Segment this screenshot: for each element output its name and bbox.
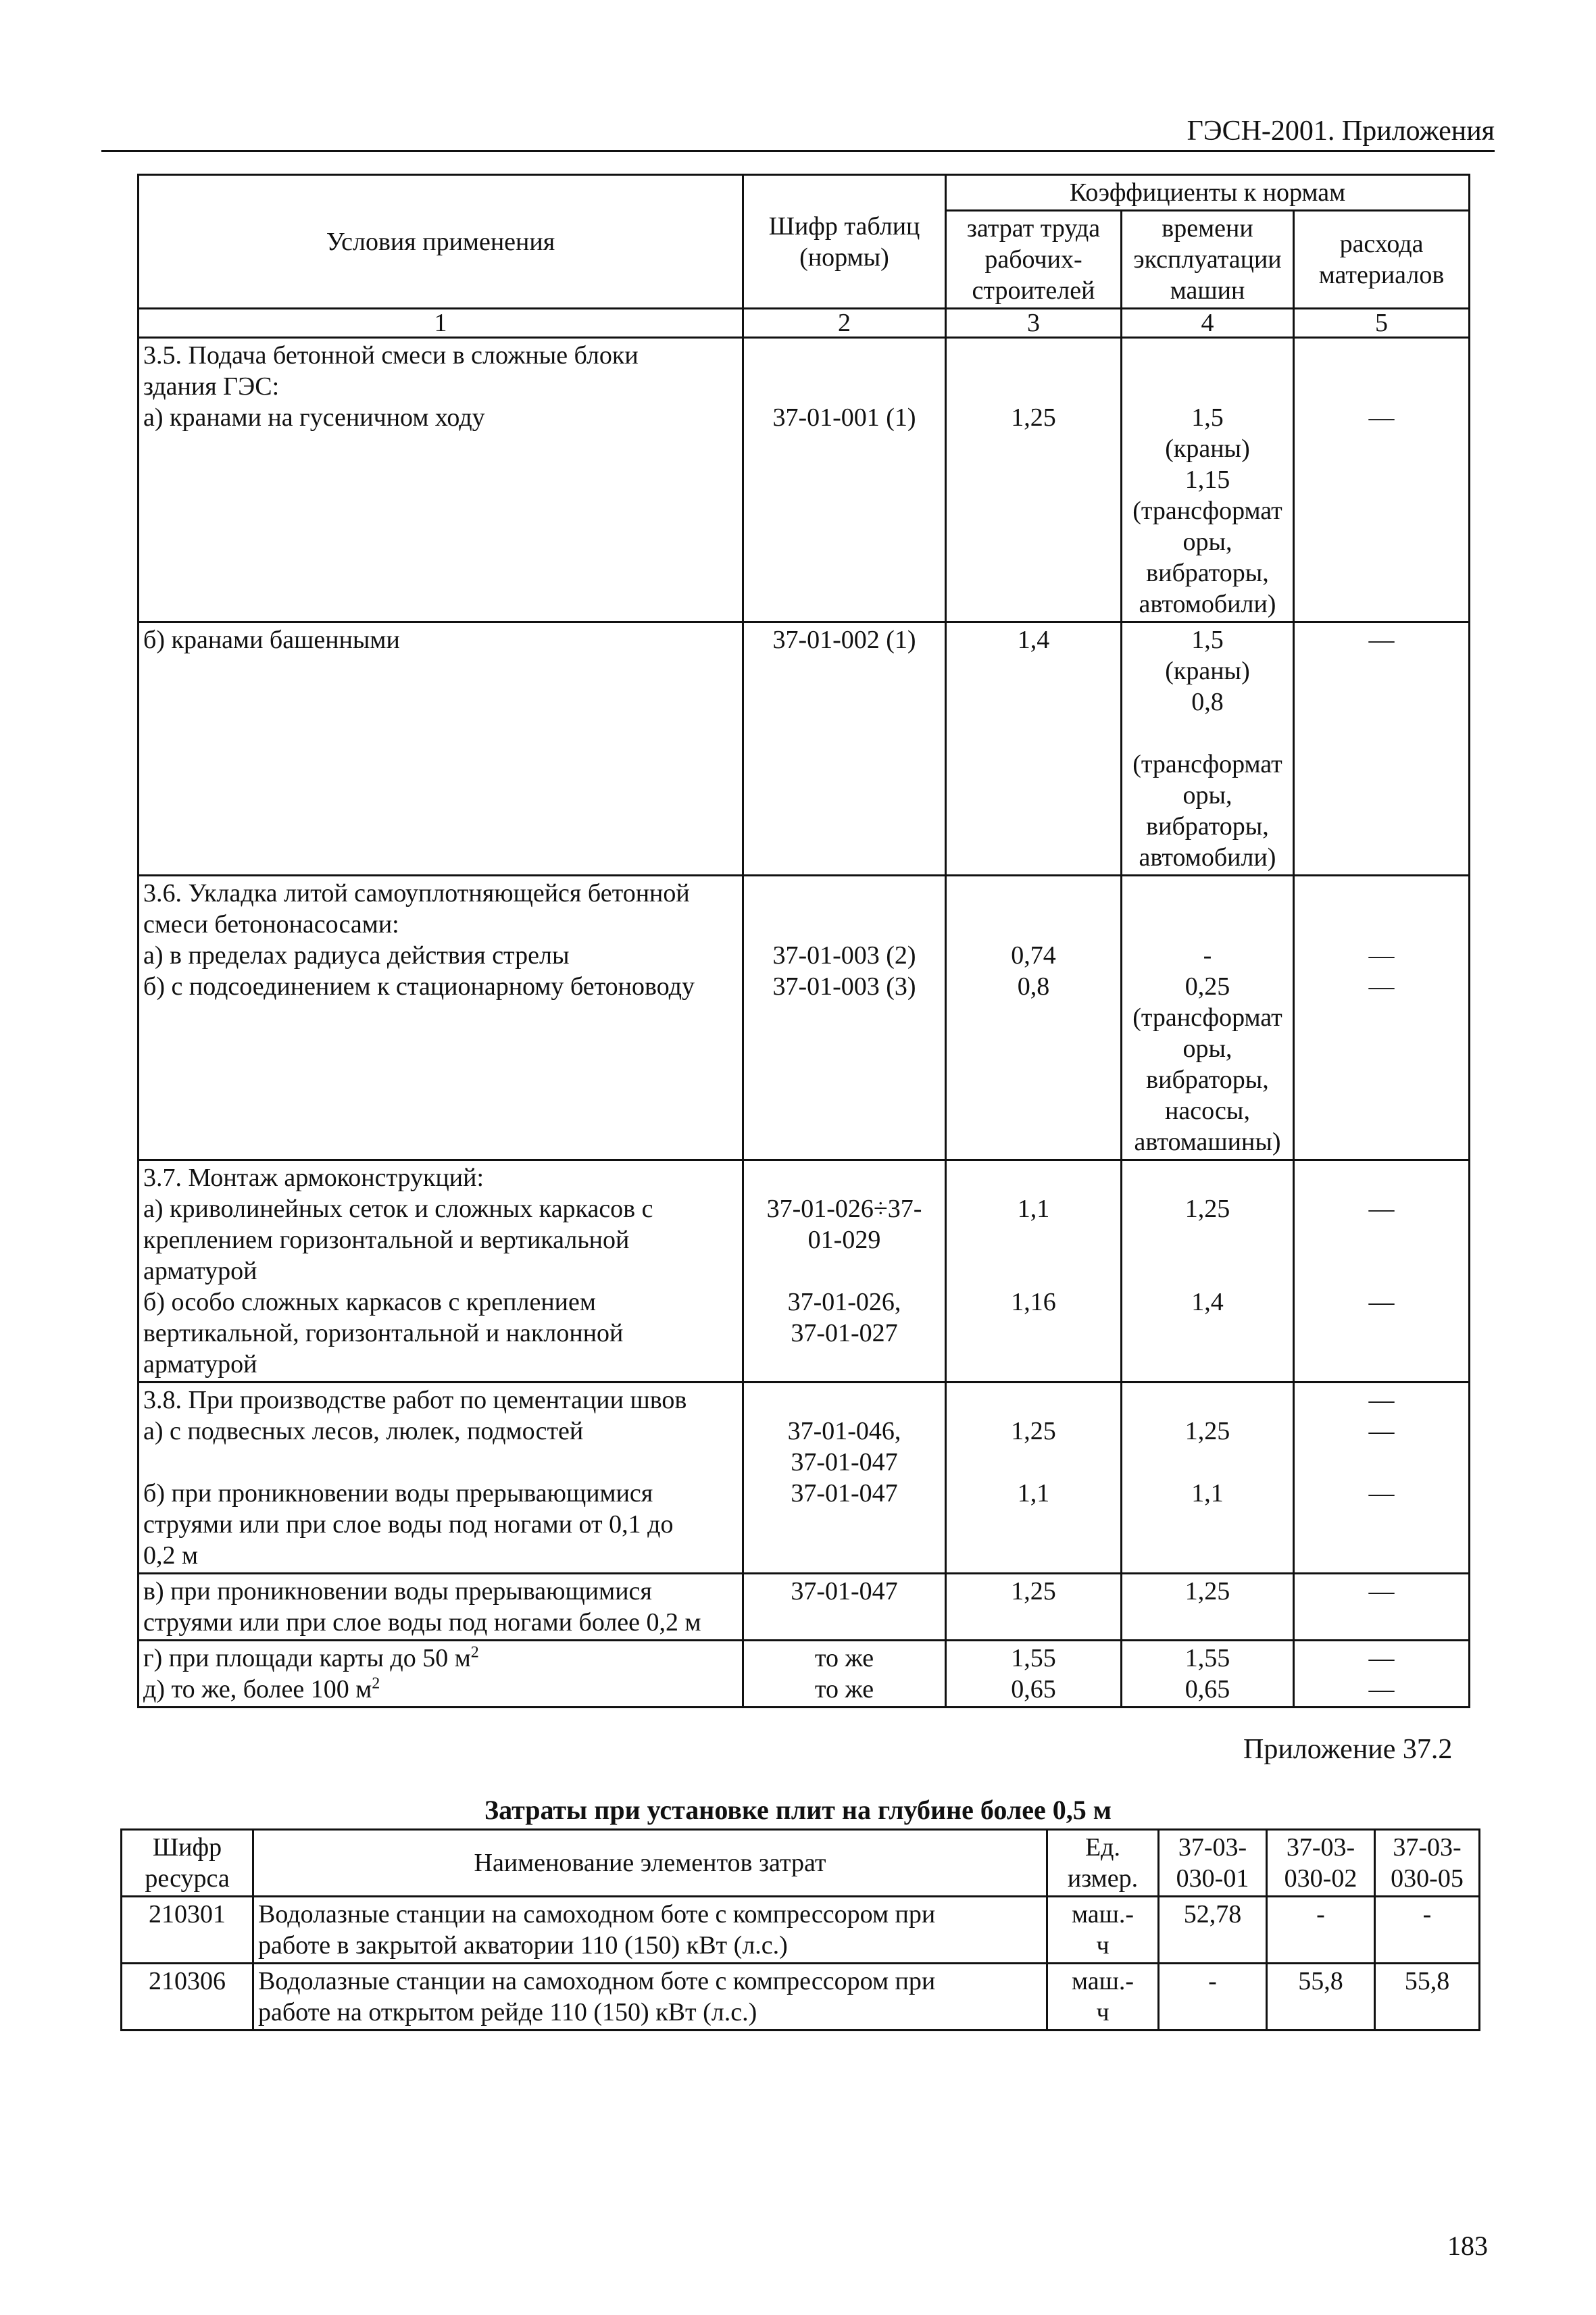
- labor-cell: 1,25 1,1: [946, 1383, 1122, 1574]
- table-row: [139, 622, 1470, 876]
- code-cell: то же то же: [743, 1641, 946, 1708]
- header-rule: [101, 150, 1495, 152]
- labor-cell: 1,4: [946, 622, 1122, 876]
- code-cell: 37-01-003 (2) 37-01-003 (3): [743, 876, 946, 1160]
- labor-cell: 1,1 1,16: [946, 1160, 1122, 1383]
- code-cell: 37-01-026÷37- 01-029 37-01-026, 37-01-027: [743, 1160, 946, 1383]
- value-cell: -: [1375, 1897, 1480, 1964]
- page-number: 183: [1447, 2231, 1488, 2261]
- materials-cell: — —: [1294, 1160, 1470, 1383]
- machines-cell: 1,5 (краны) 0,8 (трансформат оры, вибраторы, автомобили): [1122, 622, 1294, 876]
- column-number: 5: [1294, 309, 1470, 338]
- materials-cell: — —: [1294, 1641, 1470, 1708]
- column-number: 4: [1122, 309, 1294, 338]
- code-cell: 37-01-046, 37-01-047 37-01-047: [743, 1383, 946, 1574]
- value-cell: 52,78: [1159, 1897, 1267, 1964]
- condition-cell: 3.6. Укладка литой самоуплотняющейся бетонной смеси бетононасосами: а) в пределах радиуса действия стрелы б) с подсоединением к стационарному бетоноводу: [139, 876, 743, 1160]
- header-norm-1: 37-03- 030-01: [1159, 1830, 1267, 1897]
- cost-table: [120, 1828, 1480, 2031]
- condition-cell: 3.8. При производстве работ по цементации швов а) с подвесных лесов, люлек, подмостей б) при проникновении воды прерывающимися струями или при слое воды под ногами от 0,1 до 0,2 м: [139, 1383, 743, 1574]
- labor-cell: 1,25: [946, 338, 1122, 622]
- machines-cell: 1,5 (краны) 1,15 (трансформат оры, вибраторы, автомобили): [1122, 338, 1294, 622]
- running-header: ГЭСН-2001. Приложения: [1187, 116, 1495, 147]
- header-code: Шифр таблиц (нормы): [743, 175, 946, 309]
- header-labor: затрат труда рабочих- строителей: [946, 211, 1122, 309]
- appendix-reference: Приложение 37.2: [1243, 1734, 1453, 1765]
- condition-cell: в) при проникновении воды прерывающимися струями или при слое воды под ногами более 0,2 м: [139, 1574, 743, 1641]
- code-cell: 37-01-002 (1): [743, 622, 946, 876]
- header-materials: расхода материалов: [1294, 211, 1470, 309]
- value-cell: -: [1159, 1964, 1267, 2031]
- resource-code-cell: 210301: [122, 1897, 253, 1964]
- resource-code-cell: 210306: [122, 1964, 253, 2031]
- header-machines: времени эксплуатации машин: [1122, 211, 1294, 309]
- value-cell: -: [1267, 1897, 1375, 1964]
- table-row: [139, 1574, 1470, 1641]
- table-row: [122, 1897, 1480, 1964]
- code-cell: 37-01-047: [743, 1574, 946, 1641]
- table-row: [139, 876, 1470, 1160]
- machines-cell: 1,25 1,4: [1122, 1160, 1294, 1383]
- header-unit: Ед. измер.: [1047, 1830, 1159, 1897]
- coefficients-table: [137, 174, 1470, 1708]
- table-row: [139, 1160, 1470, 1383]
- header-coefficients-group: Коэффициенты к нормам: [946, 175, 1470, 211]
- machines-cell: 1,25: [1122, 1574, 1294, 1641]
- condition-cell: б) кранами башенными: [139, 622, 743, 876]
- unit-cell: маш.- ч: [1047, 1897, 1159, 1964]
- condition-cell: г) при площади карты до 50 $м^2$ д) то же, более 100 $м^2$: [139, 1641, 743, 1708]
- materials-cell: —: [1294, 338, 1470, 622]
- cost-name-cell: Водолазные станции на самоходном боте с компрессором при работе в закрытой акватории 110 (150) кВт (л.с.): [253, 1897, 1047, 1964]
- materials-cell: — —: [1294, 876, 1470, 1160]
- cost-name-cell: Водолазные станции на самоходном боте с компрессором при работе на открытом рейде 110 (150) кВт (л.с.): [253, 1964, 1047, 2031]
- table-row: [139, 1641, 1470, 1708]
- header-norm-3: 37-03- 030-05: [1375, 1830, 1480, 1897]
- column-number: 1: [139, 309, 743, 338]
- labor-cell: 1,55 0,65: [946, 1641, 1122, 1708]
- materials-cell: —: [1294, 1574, 1470, 1641]
- header-conditions: Условия применения: [139, 175, 743, 309]
- table-row: [122, 1964, 1480, 2031]
- machines-cell: - 0,25 (трансформат оры, вибраторы, насосы, автомашины): [1122, 876, 1294, 1160]
- unit-cell: маш.- ч: [1047, 1964, 1159, 2031]
- column-number: 2: [743, 309, 946, 338]
- code-cell: 37-01-001 (1): [743, 338, 946, 622]
- materials-cell: —: [1294, 622, 1470, 876]
- condition-cell: 3.7. Монтаж армоконструкций: а) криволинейных сеток и сложных каркасов с креплением горизонтальной и вертикальной арматурой б) особо сложных каркасов с креплением вертикальной, горизонтальной и наклонной арматурой: [139, 1160, 743, 1383]
- column-number: 3: [946, 309, 1122, 338]
- value-cell: 55,8: [1267, 1964, 1375, 2031]
- labor-cell: 0,74 0,8: [946, 876, 1122, 1160]
- labor-cell: 1,25: [946, 1574, 1122, 1641]
- value-cell: 55,8: [1375, 1964, 1480, 2031]
- machines-cell: 1,55 0,65: [1122, 1641, 1294, 1708]
- table-row: [139, 338, 1470, 622]
- condition-cell: 3.5. Подача бетонной смеси в сложные блоки здания ГЭС: а) кранами на гусеничном ходу: [139, 338, 743, 622]
- header-resource-code: Шифр ресурса: [122, 1830, 253, 1897]
- header-norm-2: 37-03- 030-02: [1267, 1830, 1375, 1897]
- table-row: [139, 1383, 1470, 1574]
- header-cost-name: Наименование элементов затрат: [253, 1830, 1047, 1897]
- machines-cell: 1,25 1,1: [1122, 1383, 1294, 1574]
- cost-table-title: Затраты при установке плит на глубине более 0,5 м: [484, 1795, 1112, 1825]
- materials-cell: — — —: [1294, 1383, 1470, 1574]
